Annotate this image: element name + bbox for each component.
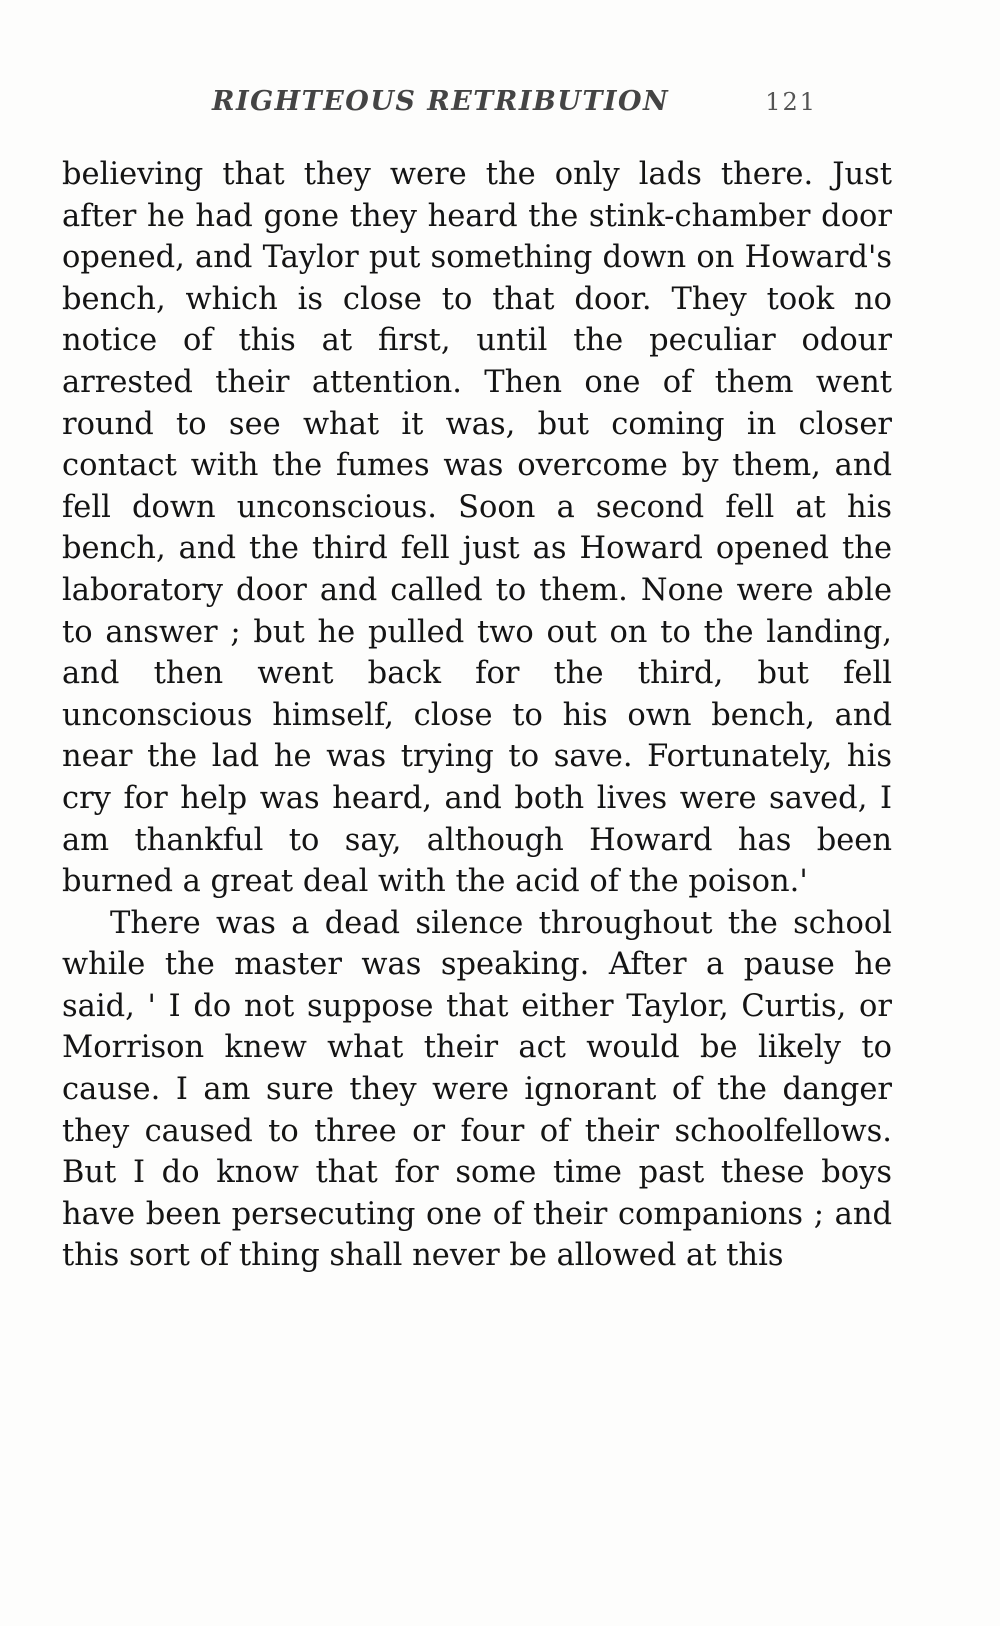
running-head xyxy=(212,86,892,132)
running-head-title: RIGHTEOUS RETRIBUTION xyxy=(212,86,670,117)
paragraph: There was a dead silence throughout the school while the master was speaking. After a pause he said, ' I do not suppose that either Taylor, Curtis, or Morrison knew what their act would be likely to cause. I am sure they were ignorant of the danger they caused to three or four of their schoolfellows. But I do know that for some time past these boys have been persecuting one of their companions ; and this sort of thing shall never be allowed at this xyxy=(62,905,892,1274)
page-number: 121 xyxy=(765,88,818,116)
paragraph: believing that they were the only lads there. Just after he had gone they heard the stink-chamber door opened, and Taylor put something down on Howard's bench, which is close to that door. They took no notice of this at first, until the peculiar odour arrested their attention. Then one of them went round to see what it was, but coming in closer contact with the fumes was overcome by them, and fell down unconscious. Soon a second fell at his bench, and the third fell just as Howard opened the laboratory door and called to them. None were able to answer ; but he pulled two out on to the landing, and then went back for the third, but fell unconscious himself, close to his own bench, and near the lad he was trying to save. Fortunately, his cry for help was heard, and both lives were saved, I am thankful to say, although Howard has been burned a great deal with the acid of the poison.' xyxy=(62,157,892,900)
body-text xyxy=(62,154,892,1277)
page-content xyxy=(62,86,892,1277)
